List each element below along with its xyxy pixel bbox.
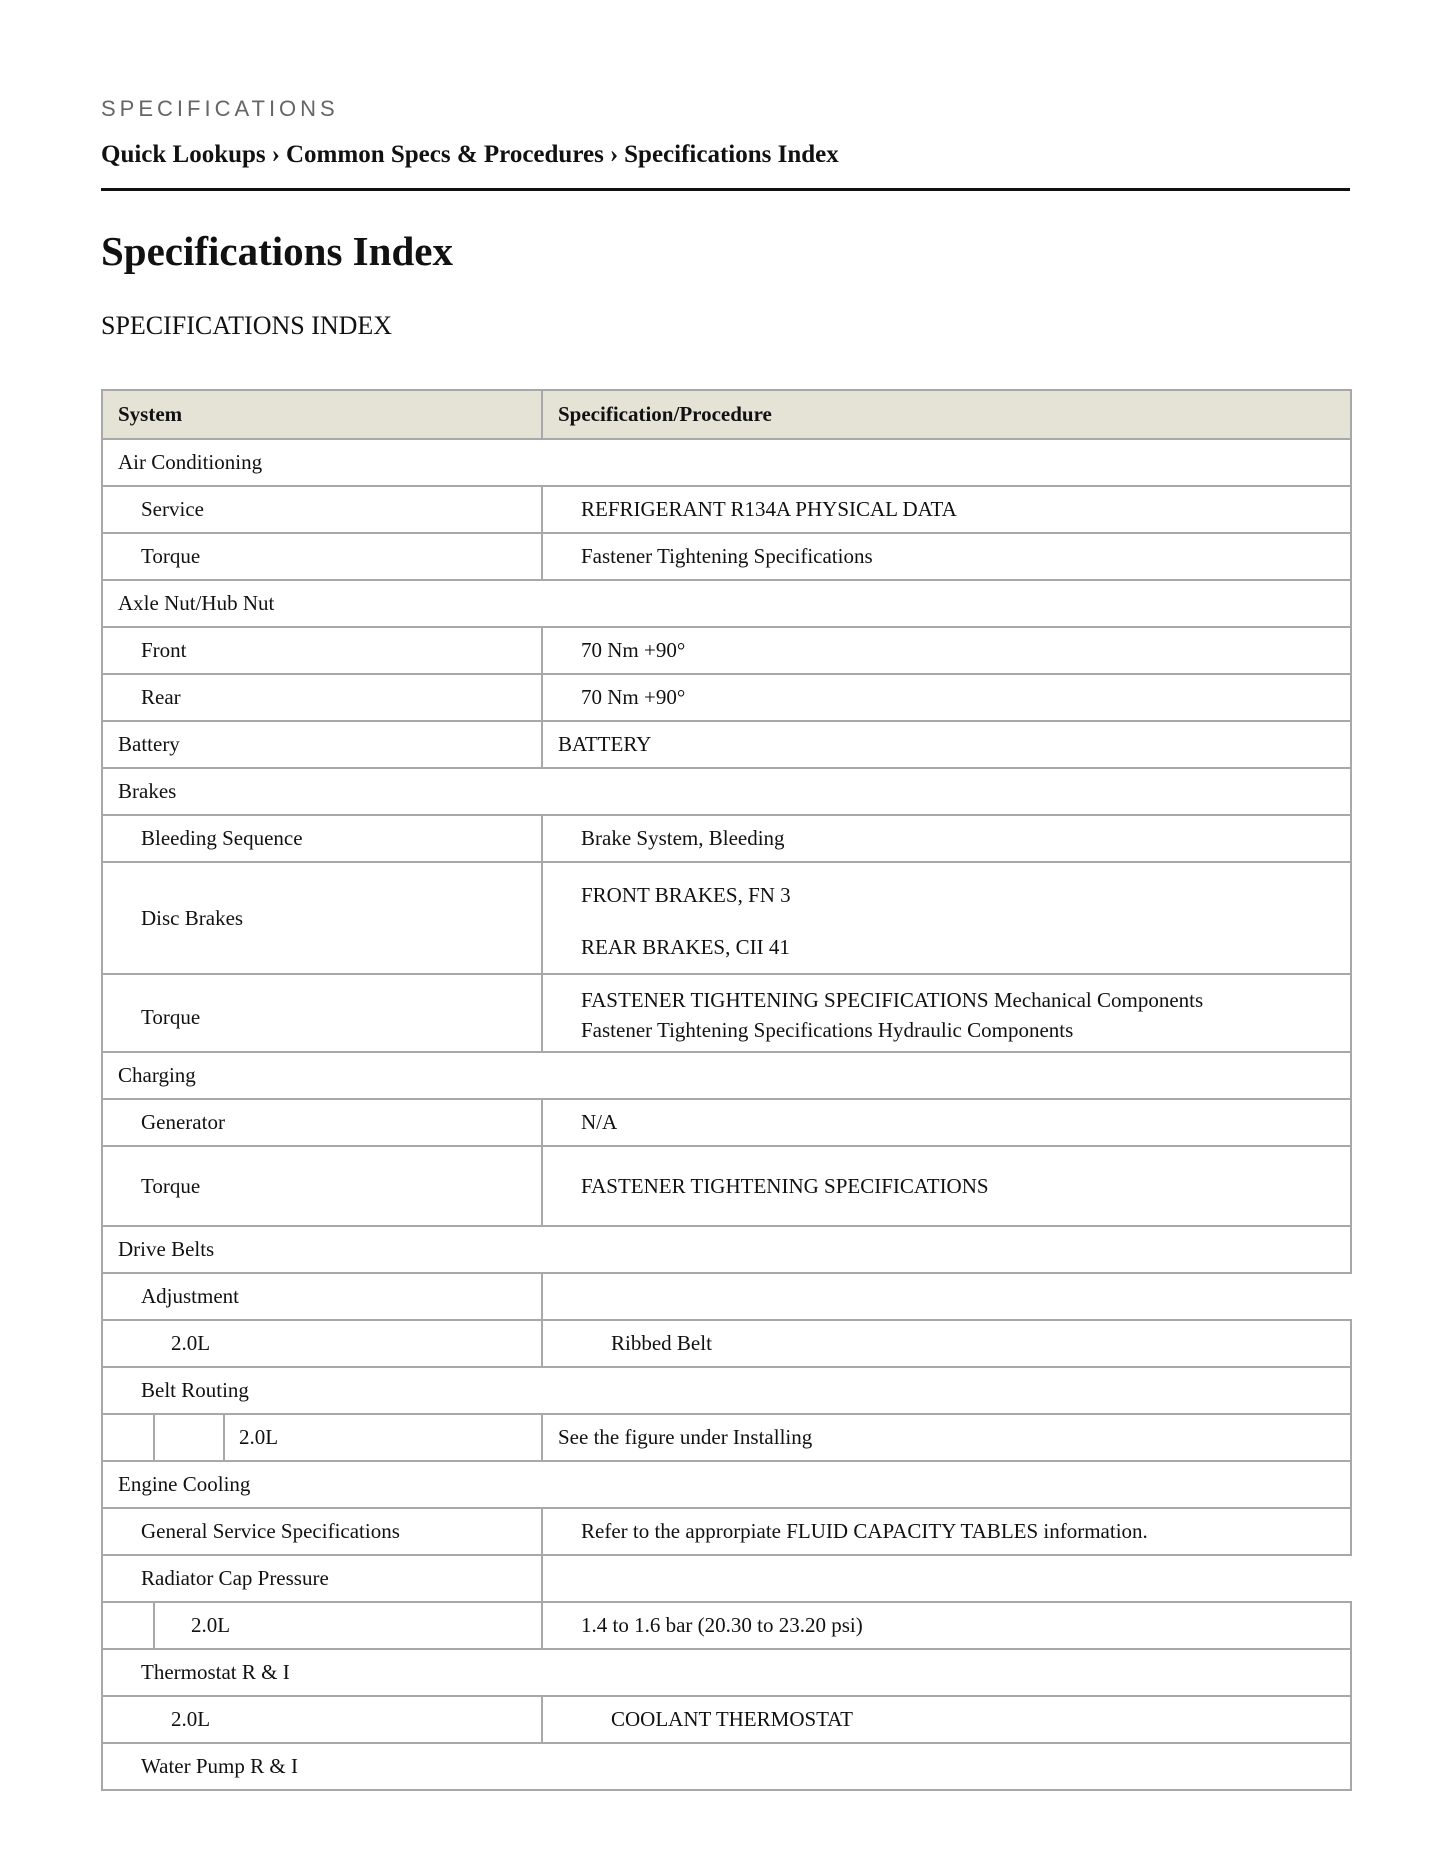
spec-link[interactable]: Fastener Tightening Specifications Hydraulic Components [581, 1018, 1074, 1042]
row-label: General Service Specifications [102, 1508, 542, 1555]
breadcrumb-separator: › [271, 141, 280, 168]
row-label: Service [102, 486, 542, 533]
table-row [102, 1696, 1351, 1743]
table-row [102, 1099, 1351, 1146]
row-label: Torque [102, 533, 542, 580]
row-label: Bleeding Sequence [102, 815, 542, 862]
row-label: 2.0L [191, 1613, 231, 1637]
table-row [102, 627, 1351, 674]
table-row [102, 1273, 1351, 1320]
table-row [102, 1743, 1351, 1790]
breadcrumb-item-current: Specifications Index [624, 141, 839, 168]
table-row [102, 1367, 1351, 1414]
spec-value: 70 Nm +90° [542, 674, 1351, 721]
table-row [102, 862, 1351, 974]
row-label: Generator [102, 1099, 542, 1146]
spec-link[interactable]: REAR BRAKES, CII 41 [581, 935, 790, 959]
table-row [102, 1461, 1351, 1508]
row-label: 2.0L [102, 1320, 542, 1367]
column-header-system: System [102, 390, 542, 439]
table-row [102, 1649, 1351, 1696]
group-engine-cooling: Engine Cooling [102, 1461, 1351, 1508]
breadcrumb-item-common-specs[interactable]: Common Specs & Procedures [286, 141, 604, 168]
table-row [102, 974, 1351, 1052]
spec-link[interactable]: FASTENER TIGHTENING SPECIFICATIONS Mechanical Components [581, 988, 1204, 1012]
table-row [102, 1320, 1351, 1367]
spec-link[interactable]: FASTENER TIGHTENING SPECIFICATIONS [542, 1146, 1351, 1226]
row-label: Torque [102, 974, 542, 1052]
empty-cell [542, 1555, 1351, 1602]
page-subtitle: SPECIFICATIONS INDEX [101, 311, 393, 340]
group-axle-nut: Axle Nut/Hub Nut [102, 580, 1351, 627]
spec-link[interactable]: COOLANT THERMOSTAT [542, 1696, 1351, 1743]
spec-link[interactable]: BATTERY [542, 721, 1351, 768]
breadcrumb [101, 140, 1350, 191]
table-row [102, 674, 1351, 721]
spec-link[interactable]: REFRIGERANT R134A PHYSICAL DATA [542, 486, 1351, 533]
subgroup-thermostat: Thermostat R & I [102, 1649, 1351, 1696]
row-label: 2.0L [102, 1696, 542, 1743]
row-label: 2.0L [239, 1425, 279, 1449]
group-brakes: Brakes [102, 768, 1351, 815]
table-row [102, 533, 1351, 580]
breadcrumb-separator: › [609, 141, 619, 168]
group-battery: Battery [102, 721, 542, 768]
table-row [102, 1602, 1351, 1649]
row-label: Torque [102, 1146, 542, 1226]
table-row [102, 1555, 1351, 1602]
row-label: Adjustment [102, 1273, 542, 1320]
table-row [102, 768, 1351, 815]
spec-value: 1.4 to 1.6 bar (20.30 to 23.20 psi) [542, 1602, 1351, 1649]
page-title: Specifications Index [101, 228, 453, 274]
specifications-table [101, 389, 1352, 1791]
table-row [102, 580, 1351, 627]
table-row [102, 1508, 1351, 1555]
spec-value: 70 Nm +90° [542, 627, 1351, 674]
group-charging: Charging [102, 1052, 1351, 1099]
section-eyebrow: SPECIFICATIONS [101, 96, 339, 121]
spec-link[interactable]: Brake System, Bleeding [542, 815, 1351, 862]
spec-value: See the figure under Installing [542, 1414, 1351, 1461]
spec-link[interactable]: FRONT BRAKES, FN 3 [581, 883, 791, 907]
table-row [102, 1414, 1351, 1461]
breadcrumb-item-quick-lookups[interactable]: Quick Lookups [101, 141, 266, 168]
spec-link[interactable]: Fastener Tightening Specifications [542, 533, 1351, 580]
row-label: Rear [102, 674, 542, 721]
table-row [102, 1226, 1351, 1273]
row-label: Disc Brakes [102, 862, 542, 974]
table-row [102, 1146, 1351, 1226]
group-air-conditioning: Air Conditioning [102, 439, 1351, 486]
column-header-spec: Specification/Procedure [542, 390, 1351, 439]
nested-label-cell [102, 1602, 542, 1649]
nested-label-cell [102, 1414, 542, 1461]
group-drive-belts: Drive Belts [102, 1226, 1351, 1273]
table-row [102, 439, 1351, 486]
row-label: Radiator Cap Pressure [102, 1555, 542, 1602]
spec-link[interactable]: Refer to the approrpiate FLUID CAPACITY TABLES information. [542, 1508, 1351, 1555]
empty-cell [542, 1273, 1351, 1320]
table-row [102, 486, 1351, 533]
spec-link[interactable]: Ribbed Belt [542, 1320, 1351, 1367]
table-header-row [102, 390, 1351, 439]
spec-value: N/A [542, 1099, 1351, 1146]
table-row [102, 815, 1351, 862]
table-row [102, 721, 1351, 768]
spec-cell [542, 974, 1351, 1052]
row-label: Front [102, 627, 542, 674]
table-row [102, 1052, 1351, 1099]
subgroup-belt-routing: Belt Routing [102, 1367, 1351, 1414]
subgroup-water-pump: Water Pump R & I [102, 1743, 1351, 1790]
spec-cell [542, 862, 1351, 974]
